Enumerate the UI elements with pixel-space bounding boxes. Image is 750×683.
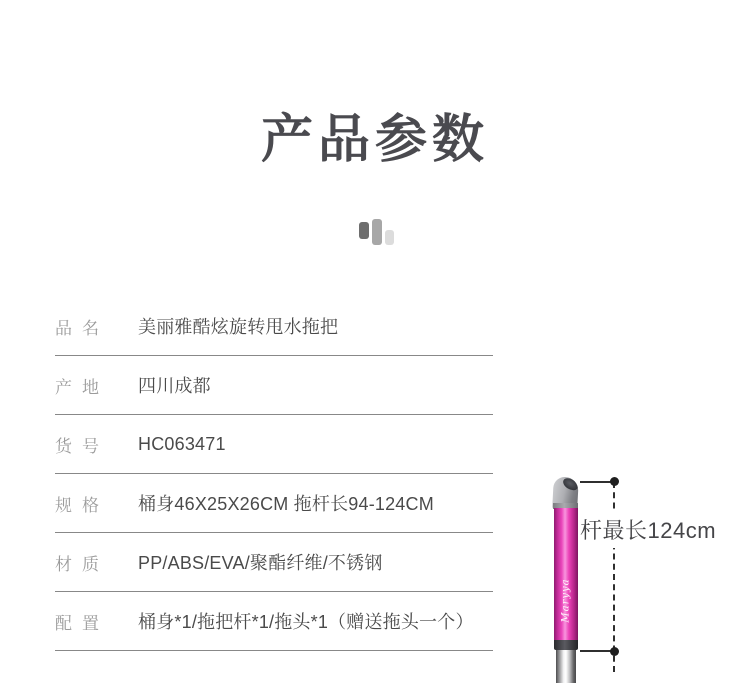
- spec-value: 美丽雅酷炫旋转甩水拖把: [138, 317, 339, 337]
- deco-bar-dark: [359, 222, 369, 239]
- spec-label: 配置: [55, 613, 109, 633]
- pole-chrome-tube: [556, 650, 576, 683]
- spec-row: [55, 415, 493, 474]
- spec-label: 品名: [55, 318, 109, 338]
- spec-label: 产地: [55, 377, 109, 397]
- pole-brand-text: Maryya: [560, 577, 572, 623]
- spec-value: PP/ABS/EVA/聚酯纤维/不锈钢: [138, 553, 383, 573]
- measure-dot-bottom: [610, 647, 619, 656]
- pole-cap-opening: [561, 476, 579, 492]
- spec-label: 规格: [55, 495, 109, 515]
- measure-tick-bottom: [580, 650, 614, 652]
- measure-tick-top: [580, 481, 614, 483]
- deco-bar-medium: [372, 219, 382, 245]
- pole-dark-band: [554, 640, 578, 650]
- spec-row: [55, 297, 493, 356]
- page-title: 产品参数: [260, 111, 489, 169]
- spec-table: [55, 297, 493, 651]
- spec-row: [55, 533, 493, 592]
- spec-label: 材质: [55, 554, 109, 574]
- spec-value: 四川成都: [138, 376, 211, 396]
- deco-bar-light: [385, 230, 394, 245]
- spec-value: HC063471: [138, 433, 226, 454]
- measure-label: 杆最长124cm: [578, 511, 718, 548]
- measure-dot-top: [610, 477, 619, 486]
- spec-value: 桶身*1/拖把杆*1/拖头*1（赠送拖头一个）: [138, 612, 474, 632]
- spec-value: 桶身46X25X26CM 拖杆长94-124CM: [138, 494, 434, 514]
- spec-row: [55, 356, 493, 415]
- spec-row: [55, 474, 493, 533]
- spec-row: [55, 592, 493, 651]
- spec-label: 货号: [55, 436, 109, 456]
